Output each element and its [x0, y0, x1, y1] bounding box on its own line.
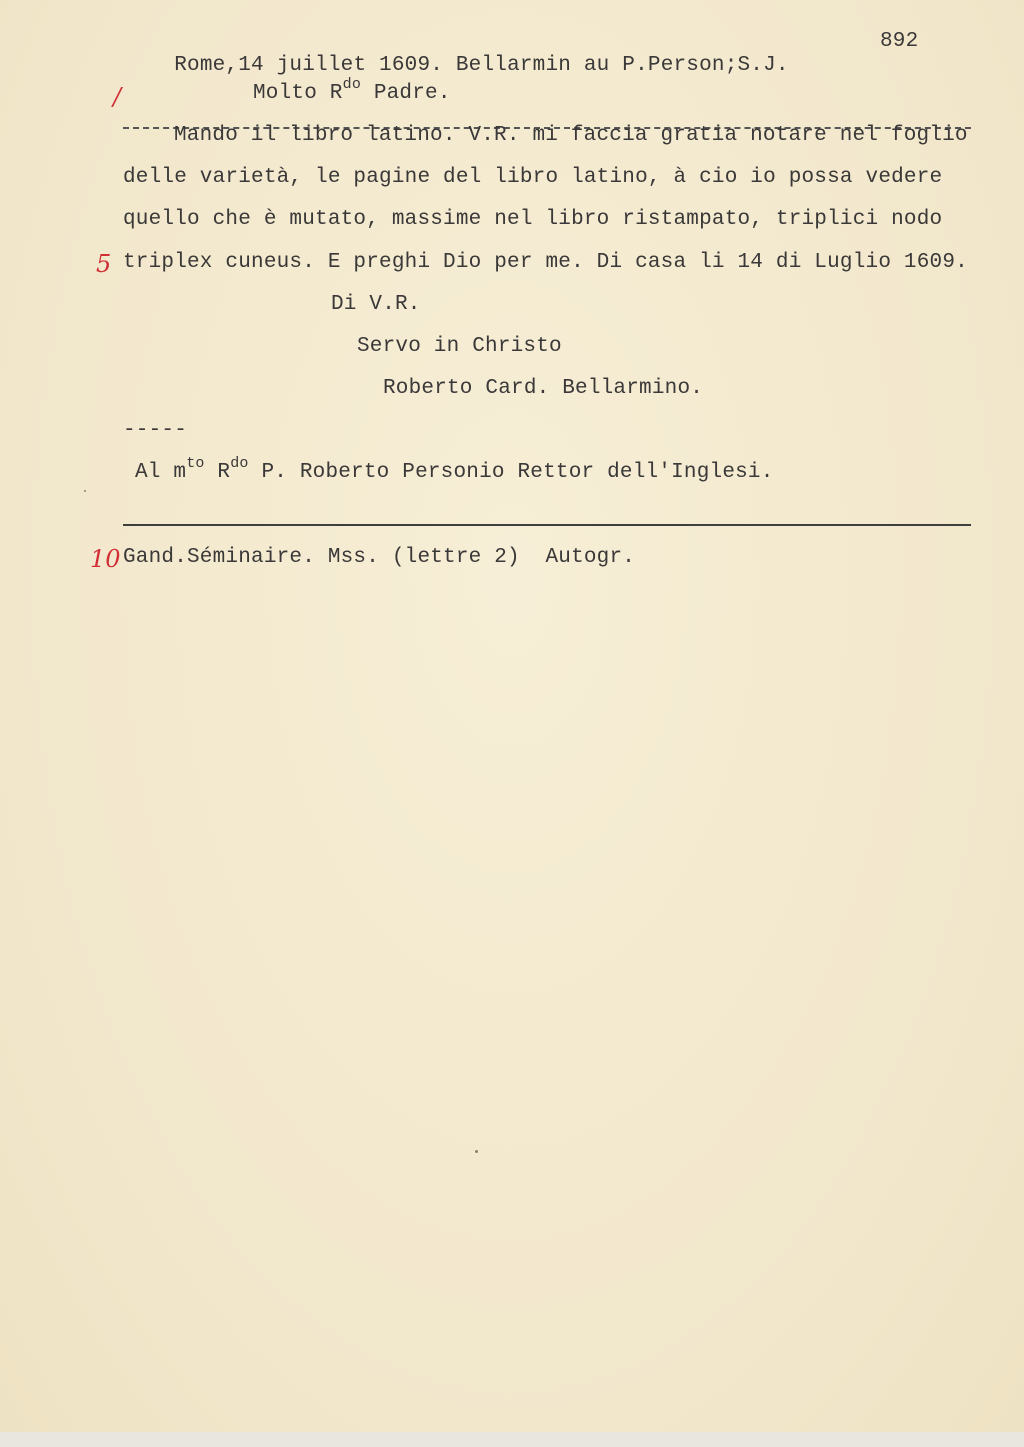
closing-line-1: Di V.R.	[331, 293, 421, 316]
address-part-2: R	[204, 461, 231, 484]
header-title: Rome,14 juillet 1609. Bellarmin au P.Person;S.J.	[174, 54, 789, 77]
salutation	[253, 76, 451, 106]
line-number-mark-5: 5	[96, 250, 112, 278]
paper-speck	[84, 490, 86, 492]
address-superscript-2: do	[230, 455, 249, 472]
salutation-prefix: Molto R	[253, 82, 343, 105]
salutation-superscript: do	[342, 76, 362, 93]
address-superscript-1: to	[186, 455, 205, 472]
line-number-mark-10: 10	[90, 545, 121, 573]
address-line	[135, 455, 774, 485]
horizontal-rule	[123, 524, 971, 526]
page-number: 892	[880, 30, 919, 53]
salutation-suffix: Padre.	[361, 82, 451, 105]
signature: Roberto Card. Bellarmino.	[383, 377, 704, 400]
body-line-2: delle varietà, le pagine del libro latino, à cio io possa vedere	[123, 166, 943, 189]
body-line-3: quello che è mutato, massime nel libro ristampato, triplici nodo	[123, 208, 943, 231]
closing-line-2: Servo in Christo	[357, 335, 562, 358]
source-footer: Gand.Séminaire. Mss. (lettre 2) Autogr.	[123, 546, 636, 569]
address-part-3: P. Roberto Personio Rettor dell'Inglesi.	[248, 461, 774, 484]
scan-edge	[0, 1432, 1024, 1447]
document-header	[123, 30, 971, 129]
body-line-1: Mando il libro latino. V.R. mi faccia gratia notare nel foglio	[174, 124, 968, 147]
body-line-4: triplex cuneus. E preghi Dio per me. Di casa li 14 di Luglio 1609.	[123, 251, 968, 274]
address-part-1: Al m	[135, 461, 187, 484]
separator-dashes: -----	[123, 419, 188, 442]
paper-speck	[475, 1150, 478, 1153]
line-number-mark-1: /	[113, 83, 122, 111]
